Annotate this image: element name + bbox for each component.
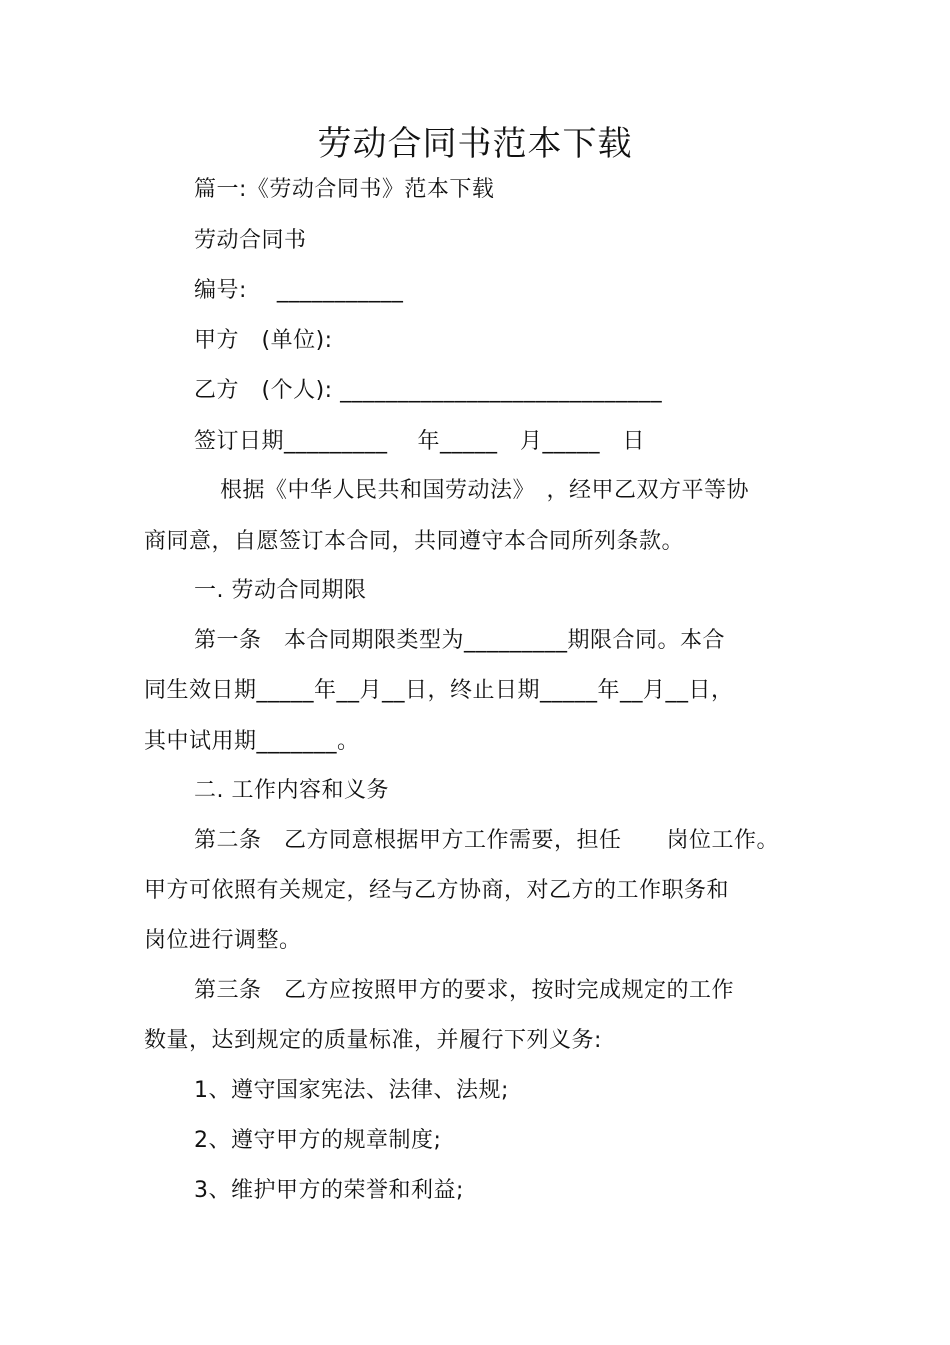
obligation-item-2: 2、遵守甲方的规章制度; (194, 1128, 442, 1153)
article-2-line-2: 甲方可依照有关规定，经与乙方协商，对乙方的工作职务和 (144, 878, 730, 903)
obligation-item-3: 3、维护甲方的荣誉和利益; (194, 1178, 464, 1203)
article-1-line-1: 第一条 本合同期限类型为_________期限合同。本合 (194, 628, 726, 653)
preamble-line-2: 商同意，自愿签订本合同，共同遵守本合同所列条款。 (144, 529, 685, 554)
article-1-line-2: 同生效日期_____年__月__日，终止日期_____年__月__日， (144, 678, 734, 703)
document-title: 劳动合同书范本下载 (317, 124, 633, 164)
article-2-line-1: 第二条 乙方同意根据甲方工作需要，担任 岗位工作。 (194, 828, 780, 853)
chapter-heading-2: 二. 工作内容和义务 (194, 778, 389, 803)
article-2-line-3: 岗位进行调整。 (144, 928, 302, 953)
chapter-heading-1: 一. 劳动合同期限 (194, 578, 367, 603)
contract-number-field: 编号: ___________ (194, 278, 404, 303)
section-heading: 篇一:《劳动合同书》范本下载 (194, 177, 495, 202)
article-3-line-2: 数量，达到规定的质量标准，并履行下列义务: (144, 1028, 602, 1053)
article-3-line-1: 第三条 乙方应按照甲方的要求，按时完成规定的工作 (194, 978, 735, 1003)
sign-date-field: 签订日期_________ 年_____ 月_____ 日 (194, 429, 645, 454)
obligation-item-1: 1、遵守国家宪法、法律、法规; (194, 1078, 509, 1103)
article-1-line-3: 其中试用期_______。 (144, 729, 360, 754)
party-a-field: 甲方 (单位): (194, 328, 333, 353)
contract-name: 劳动合同书 (194, 228, 307, 253)
preamble-line-1: 根据《中华人民共和国劳动法》 ，经甲乙双方平等协 (220, 478, 750, 503)
party-b-field: 乙方 (个人): ____________________________ (194, 378, 663, 403)
